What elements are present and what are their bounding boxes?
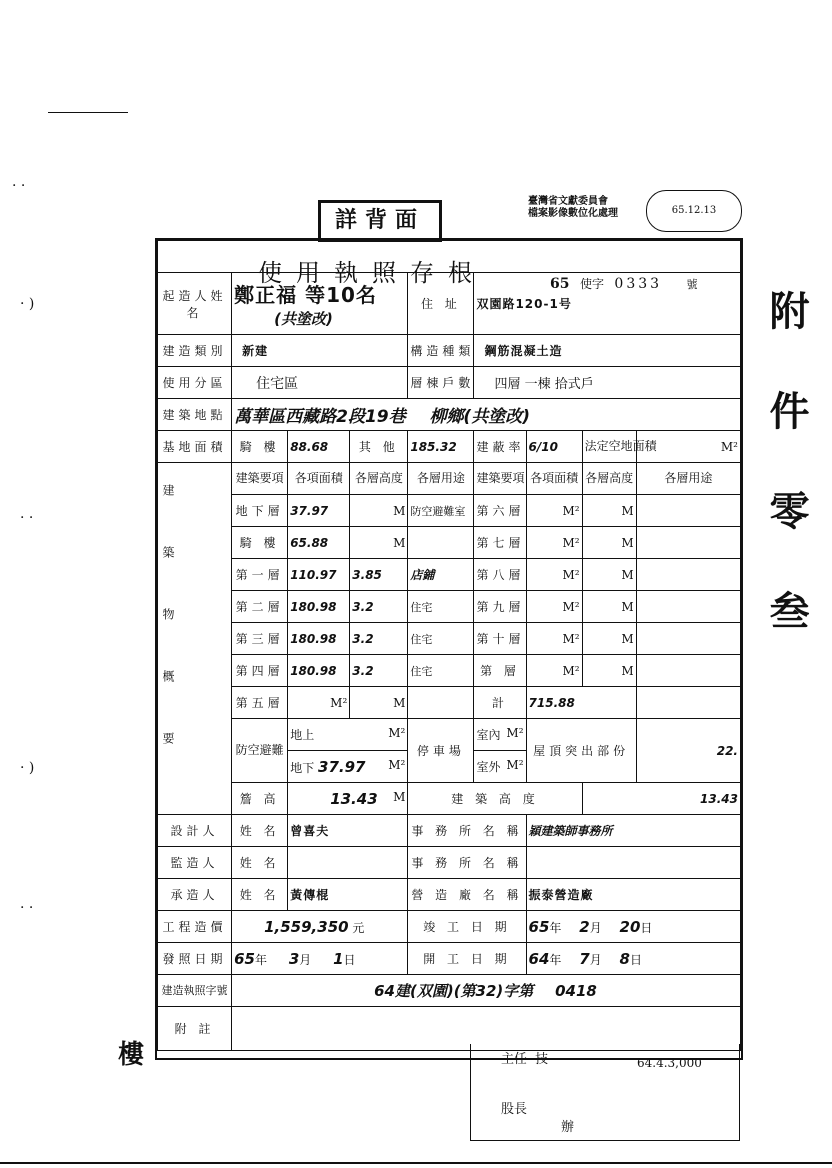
other-label: 其 他 (350, 431, 408, 463)
area-header: 各項面積 (288, 463, 350, 495)
floor-arcade: 騎 樓 (232, 527, 288, 559)
floor-10: 第十層 (474, 623, 526, 655)
margin-mark: · · (12, 178, 26, 194)
stamp-item-3: 股長 (501, 1102, 528, 1117)
floor-basement: 地下層 (232, 495, 288, 527)
unit-m: M (582, 527, 636, 559)
height-header: 各層高度 (350, 463, 408, 495)
margin-mark: · ) (20, 760, 35, 776)
contractor-name: 黃傳棍 (288, 879, 408, 911)
completion-value: 65年 2月 20日 (526, 911, 740, 943)
unit-m: M (582, 655, 636, 687)
f1-height: 3.85 (350, 559, 408, 591)
site-label: 建築地點 (158, 399, 232, 431)
site-area-arcade: 88.68 (288, 431, 350, 463)
coverage-label: 建蔽率 (474, 431, 526, 463)
f3-area: 180.98 (288, 623, 350, 655)
supervisor-office-label: 事 務 所 名 稱 (408, 847, 526, 879)
shelter-below: 地下 37.97 M² (288, 751, 408, 783)
roof-label: 屋頂突出部份 (526, 719, 636, 783)
area-header-2: 各項面積 (526, 463, 582, 495)
applicant-value: 鄭正福 等10名 (共塗改) (232, 273, 408, 335)
completion-label: 竣 工 日 期 (408, 911, 526, 943)
empty-cell (636, 527, 740, 559)
supervisor-office (526, 847, 740, 879)
empty-cell (636, 687, 740, 719)
form-number: 65 使字 0333 號 (550, 276, 698, 292)
f4-area: 180.98 (288, 655, 350, 687)
margin-handwriting: 樓 (118, 1040, 145, 1070)
site-value: 萬華區西藏路2段19巷 柳鄉(共塗改) (232, 399, 741, 431)
total-label: 計 (474, 687, 526, 719)
floor-1: 第一層 (232, 559, 288, 591)
basement-area: 37.97 (288, 495, 350, 527)
unit-m2: M² (526, 623, 582, 655)
building-height-value: 13.43 (582, 783, 740, 815)
contractor-firm: 振泰營造廠 (526, 879, 740, 911)
use-header-2: 各層用途 (636, 463, 740, 495)
unit-m: M (582, 623, 636, 655)
permit-label: 建造執照字號 (158, 975, 232, 1007)
address-label: 住 址 (408, 273, 474, 335)
f1-area: 110.97 (288, 559, 350, 591)
archive-stamp: 臺灣省文獻委員會 檔案影像數位化處理 (528, 196, 618, 219)
structure-value: 鋼筋混凝土造 (474, 335, 741, 367)
designer-office-label: 事 務 所 名 稱 (408, 815, 526, 847)
open-space-label: 法定空地面積 (582, 431, 636, 463)
floor-6: 第六層 (474, 495, 526, 527)
category-label: 建造類別 (158, 335, 232, 367)
unit-m: M (350, 495, 408, 527)
zoning-value: 住宅區 (232, 367, 408, 399)
floor-9: 第九層 (474, 591, 526, 623)
arcade-label: 騎 樓 (232, 431, 288, 463)
floor-8: 第八層 (474, 559, 526, 591)
shelter-above: 地上 M² (288, 719, 408, 751)
f3-use: 住宅 (408, 623, 474, 655)
floor-4: 第四層 (232, 655, 288, 687)
empty-cell (636, 591, 740, 623)
open-space-unit: M² (636, 431, 740, 463)
issue-date-value: 65年 3月 1日 (232, 943, 408, 975)
items-header-2: 建築要項 (474, 463, 526, 495)
remarks-label: 附 註 (158, 1007, 232, 1051)
total-area: 715.88 (526, 687, 636, 719)
right-margin-handwriting: 附件零叁 (763, 290, 809, 690)
shelter-label: 防空避難 (232, 719, 288, 783)
floor-5: 第五層 (232, 687, 288, 719)
unit-m2: M² (526, 591, 582, 623)
unit-m2: M² (526, 655, 582, 687)
unit-m2: M² (526, 527, 582, 559)
empty-cell (636, 495, 740, 527)
category-value: 新建 (232, 335, 408, 367)
eave-height-label: 簷 高 (232, 783, 288, 815)
use-header: 各層用途 (408, 463, 474, 495)
arcade-area: 65.88 (288, 527, 350, 559)
parking-outdoor: 室外 M² (474, 751, 526, 783)
permit-form (155, 238, 743, 1060)
coverage-value: 6/10 (526, 431, 582, 463)
issue-date-label: 發照日期 (158, 943, 232, 975)
designer-name-label: 姓 名 (232, 815, 288, 847)
permit-value: 64建(双園)(第32)字第 0418 (232, 975, 741, 1007)
supervisor-name-label: 姓 名 (232, 847, 288, 879)
unit-m2: M² (288, 687, 350, 719)
unit-m: M (582, 495, 636, 527)
stamp-item-2: 技 (535, 1052, 549, 1067)
basement-use: 防空避難室 (408, 495, 474, 527)
approval-stamp-box (470, 1044, 740, 1141)
empty-cell (636, 655, 740, 687)
margin-mark: · · (20, 510, 34, 526)
archive-seal: 65.12.13 (646, 190, 742, 232)
address-value: 双園路120-1号 (474, 273, 741, 335)
parking-label: 停車場 (408, 719, 474, 783)
floors-units-value: 四層 一棟 拾式戶 (474, 367, 741, 399)
unit-m: M (350, 527, 408, 559)
height-header-2: 各層高度 (582, 463, 636, 495)
permit-table (157, 240, 741, 1051)
floor-2: 第二層 (232, 591, 288, 623)
print-mark: 64.4.3,000 (637, 1056, 702, 1070)
start-date-value: 64年 7月 8日 (526, 943, 740, 975)
floors-units-label: 層棟戶數 (408, 367, 474, 399)
floor-3: 第三層 (232, 623, 288, 655)
unit-m2: M² (526, 559, 582, 591)
unit-m2: M² (526, 495, 582, 527)
parking-indoor: 室內 M² (474, 719, 526, 751)
f4-height: 3.2 (350, 655, 408, 687)
header-stamp: 詳背面 (318, 200, 442, 242)
building-height-label: 建 築 高 度 (408, 783, 582, 815)
cost-label: 工程造價 (158, 911, 232, 943)
f1-use: 店鋪 (408, 559, 474, 591)
items-header: 建築要項 (232, 463, 288, 495)
unit-m: M (350, 687, 408, 719)
site-area-label: 基地面積 (158, 431, 232, 463)
f4-use: 住宅 (408, 655, 474, 687)
designer-name: 曾喜夫 (288, 815, 408, 847)
designer-office: 穎建築師事務所 (526, 815, 740, 847)
f2-use: 住宅 (408, 591, 474, 623)
unit-m: M (582, 559, 636, 591)
margin-mark: · · (20, 900, 34, 916)
empty-cell (408, 527, 474, 559)
empty-cell (636, 623, 740, 655)
supervisor-label: 監造人 (158, 847, 232, 879)
start-date-label: 開 工 日 期 (408, 943, 526, 975)
stamp-item-1: 主任 (501, 1052, 528, 1067)
eave-height-value: 13.43 M (288, 783, 408, 815)
f3-height: 3.2 (350, 623, 408, 655)
roof-value: 22. (636, 719, 740, 783)
contractor-firm-label: 營 造 廠 名 稱 (408, 879, 526, 911)
floor-7: 第七層 (474, 527, 526, 559)
floor-x: 第 層 (474, 655, 526, 687)
zoning-label: 使用分區 (158, 367, 232, 399)
site-area-other: 185.32 (408, 431, 474, 463)
unit-m: M (582, 591, 636, 623)
contractor-label: 承造人 (158, 879, 232, 911)
empty-cell (636, 559, 740, 591)
stamp-item-4: 辦 (561, 1120, 575, 1135)
designer-label: 設計人 (158, 815, 232, 847)
building-summary-label: 建築物概要 (158, 463, 232, 815)
contractor-name-label: 姓 名 (232, 879, 288, 911)
structure-label: 構造種類 (408, 335, 474, 367)
form-title: 使用執照存根 (258, 259, 486, 287)
f2-height: 3.2 (350, 591, 408, 623)
empty-cell (408, 687, 474, 719)
f2-area: 180.98 (288, 591, 350, 623)
margin-mark: · ) (20, 296, 35, 312)
supervisor-name (288, 847, 408, 879)
applicant-label: 起造人姓名 (158, 273, 232, 335)
cost-value: 1,559,350 元 (232, 911, 408, 943)
